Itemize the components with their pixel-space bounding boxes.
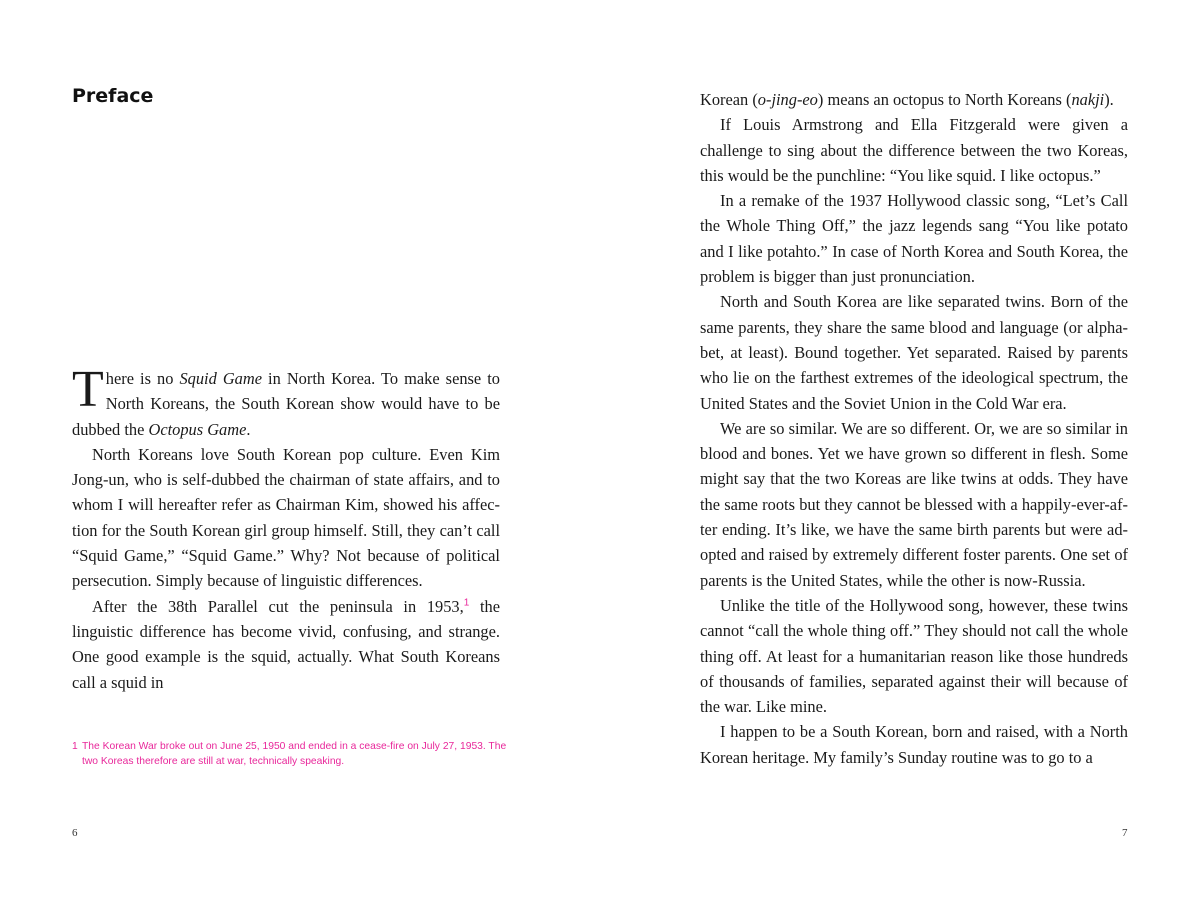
footnote-text-line1: The Korean War broke out on June 25, 1950 and ended in a cease-fire on July 27, 1953. The [82,741,507,752]
footnote-text-line2: two Koreas therefore are still at war, technically speaking. [82,756,345,767]
footnote-number: 1 [72,741,78,752]
italic-title: Squid Game [179,369,262,388]
paragraph: I happen to be a South Korean, born and raised, with a North Korean heritage. My family’s Sunday routine was to go to a [700,722,1128,767]
italic-title: Octopus Game [148,419,247,439]
right-body-text [700,87,1128,770]
drop-cap: T [72,361,104,418]
text-run: in North Korea. To make sense to North Koreans, the South Korean show would have to be dubbed the [72,369,500,439]
text-run: ). [1104,90,1114,109]
text-run: Korean ( [700,90,758,109]
italic-term: o-jing-eo [757,90,818,109]
footnote [72,739,508,769]
paragraph: North and South Korea are like separated twins. Born of the same parents, they share the same blood and language (or alphabet, at least). Bound together. Yet separated. Raised by parents who lie on the farthest extremes of the ideological spectrum, the United States and the Soviet Union in the Cold War era. [700,292,1128,413]
text-run: After the 38th Parallel cut the peninsula in 1953, [92,596,464,616]
paragraph: North Koreans love South Korean pop culture. Even Kim Jong-un, who is self-dubbed the chairman of state affairs, and to whom I will hereafter refer as Chairman Kim, showed his affection for the South Korean girl group himself. Still, they can’t call “Squid Game,” “Squid Game.” Why? Not because of political persecution. Simply because of linguistic differences. [72,444,500,591]
paragraph: We are so similar. We are so different. Or, we are so similar in blood and bones. Yet we have grown so different in flesh. Some might say that the two Koreas are like twins at odds. They have the same roots but they cannot be blessed with a happily-ever-after ending. It’s like, we have the same birth parents but were adopted and raised by extremely different foster parents. One set of parents is the United States, while the other is now-Russia. [700,418,1128,590]
paragraph: Unlike the title of the Hollywood song, however, these twins cannot “call the whole thing off.” They should not call the whole thing off. At least for a humanitarian reason like those hundreds of thousands of families, separated against their will because of the war. Like mine. [700,595,1128,717]
right-page [600,0,1200,900]
page-number-right: 7 [1122,827,1128,839]
paragraph [72,361,500,442]
footnote-reference[interactable]: 1 [463,597,470,609]
italic-term: nakji [1071,90,1105,109]
paragraph [72,594,500,695]
left-body-text [72,361,500,695]
text-run: here is no [105,369,180,388]
page-number-left: 6 [72,827,78,839]
text-run: ) means an octopus to North Koreans ( [817,90,1072,109]
paragraph [700,87,1128,112]
paragraph: If Louis Armstrong and Ella Fitzgerald were given a challenge to sing about the difference between the two Koreas, this would be the punchline: “You like squid. I like octopus.” [700,115,1128,185]
chapter-heading: Preface [72,85,154,107]
text-run: the linguistic difference has become vivid, confusing, and strange. One good example is the squid, actually. What South Koreans call a squid in [72,596,500,692]
paragraph: In a remake of the 1937 Hollywood classic song, “Let’s Call the Whole Thing Off,” the jazz legends sang “You like potato and I like potahto.” In case of North Korea and South Korea, the problem is bigger than just pronunciation. [700,191,1128,287]
text-run: . [246,419,251,439]
